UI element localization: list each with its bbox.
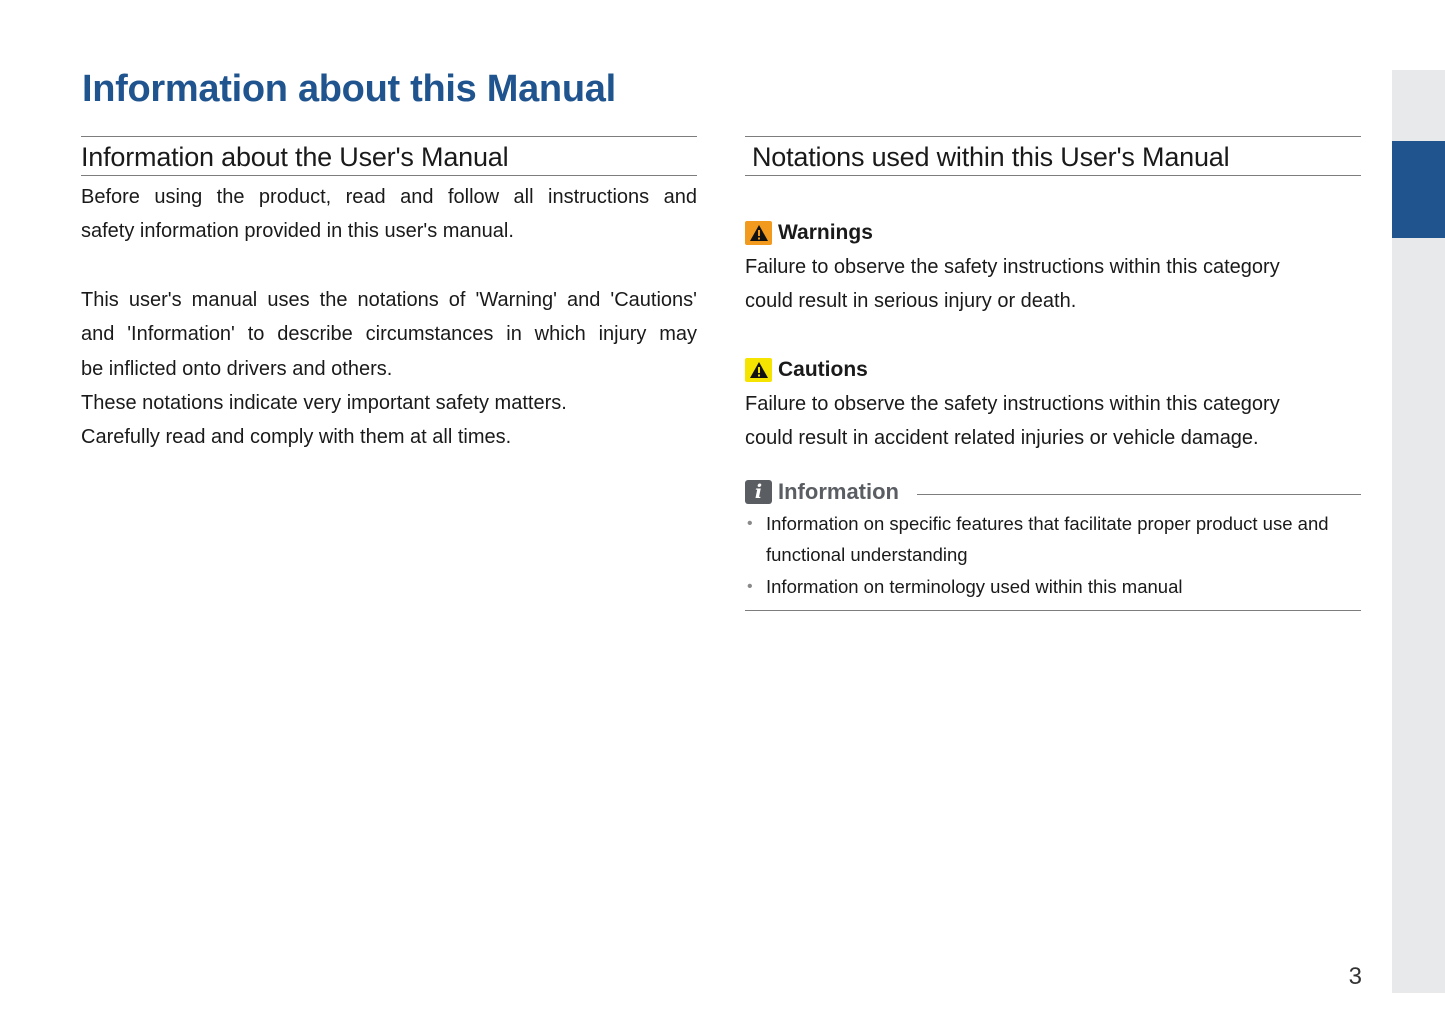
warnings-header: [745, 216, 1361, 250]
intro-line: Before using the product, read and follow all instructions and: [81, 186, 697, 208]
notations-line: Carefully read and comply with them at all times.: [81, 426, 512, 449]
warnings-body: [745, 250, 1361, 319]
cautions-notice: [745, 353, 1361, 456]
notations-line: This user's manual uses the notations of 'Warning' and 'Cautions': [81, 288, 697, 311]
intro-paragraph: [81, 180, 697, 249]
warnings-line: Failure to observe the safety instructions within this category: [745, 256, 1280, 278]
information-rule: [917, 494, 1361, 495]
list-item: • Information on terminology used within this manual: [745, 571, 1361, 603]
page-number: 3: [1348, 963, 1362, 990]
cautions-line: could result in accident related injuries or vehicle damage.: [745, 427, 1259, 450]
notations-paragraph: [81, 283, 697, 455]
caution-triangle-icon: [745, 358, 772, 382]
list-item: • Information on specific features that facilitate proper product use and functional understanding: [745, 508, 1361, 571]
left-column: [81, 136, 697, 455]
warnings-line: could result in serious injury or death.: [745, 290, 1077, 313]
information-list: [745, 508, 1361, 612]
chapter-tab: [1392, 141, 1445, 238]
cautions-body: [745, 387, 1361, 456]
information-title: Information: [778, 478, 899, 504]
intro-line: safety information provided in this user's manual.: [81, 220, 514, 243]
notations-line: and 'Information' to describe circumstances in which injury may: [81, 323, 697, 346]
notations-line: These notations indicate very important safety matters.: [81, 392, 567, 415]
cautions-header: [745, 353, 1361, 387]
right-column: [745, 136, 1361, 611]
warnings-title: Warnings: [778, 221, 873, 244]
users-manual-heading: Information about the User's Manual: [81, 136, 697, 176]
notations-heading: Notations used within this User's Manual: [745, 136, 1361, 176]
information-box: [745, 476, 1361, 612]
notations-line: be inflicted onto drivers and others.: [81, 357, 393, 380]
page-title: Information about this Manual: [82, 68, 616, 110]
warnings-notice: [745, 216, 1361, 319]
information-header: [745, 476, 1361, 508]
cautions-title: Cautions: [778, 357, 868, 381]
warning-triangle-icon: [745, 221, 772, 245]
cautions-line: Failure to observe the safety instructions within this category: [745, 392, 1280, 415]
info-icon: i: [745, 480, 772, 504]
